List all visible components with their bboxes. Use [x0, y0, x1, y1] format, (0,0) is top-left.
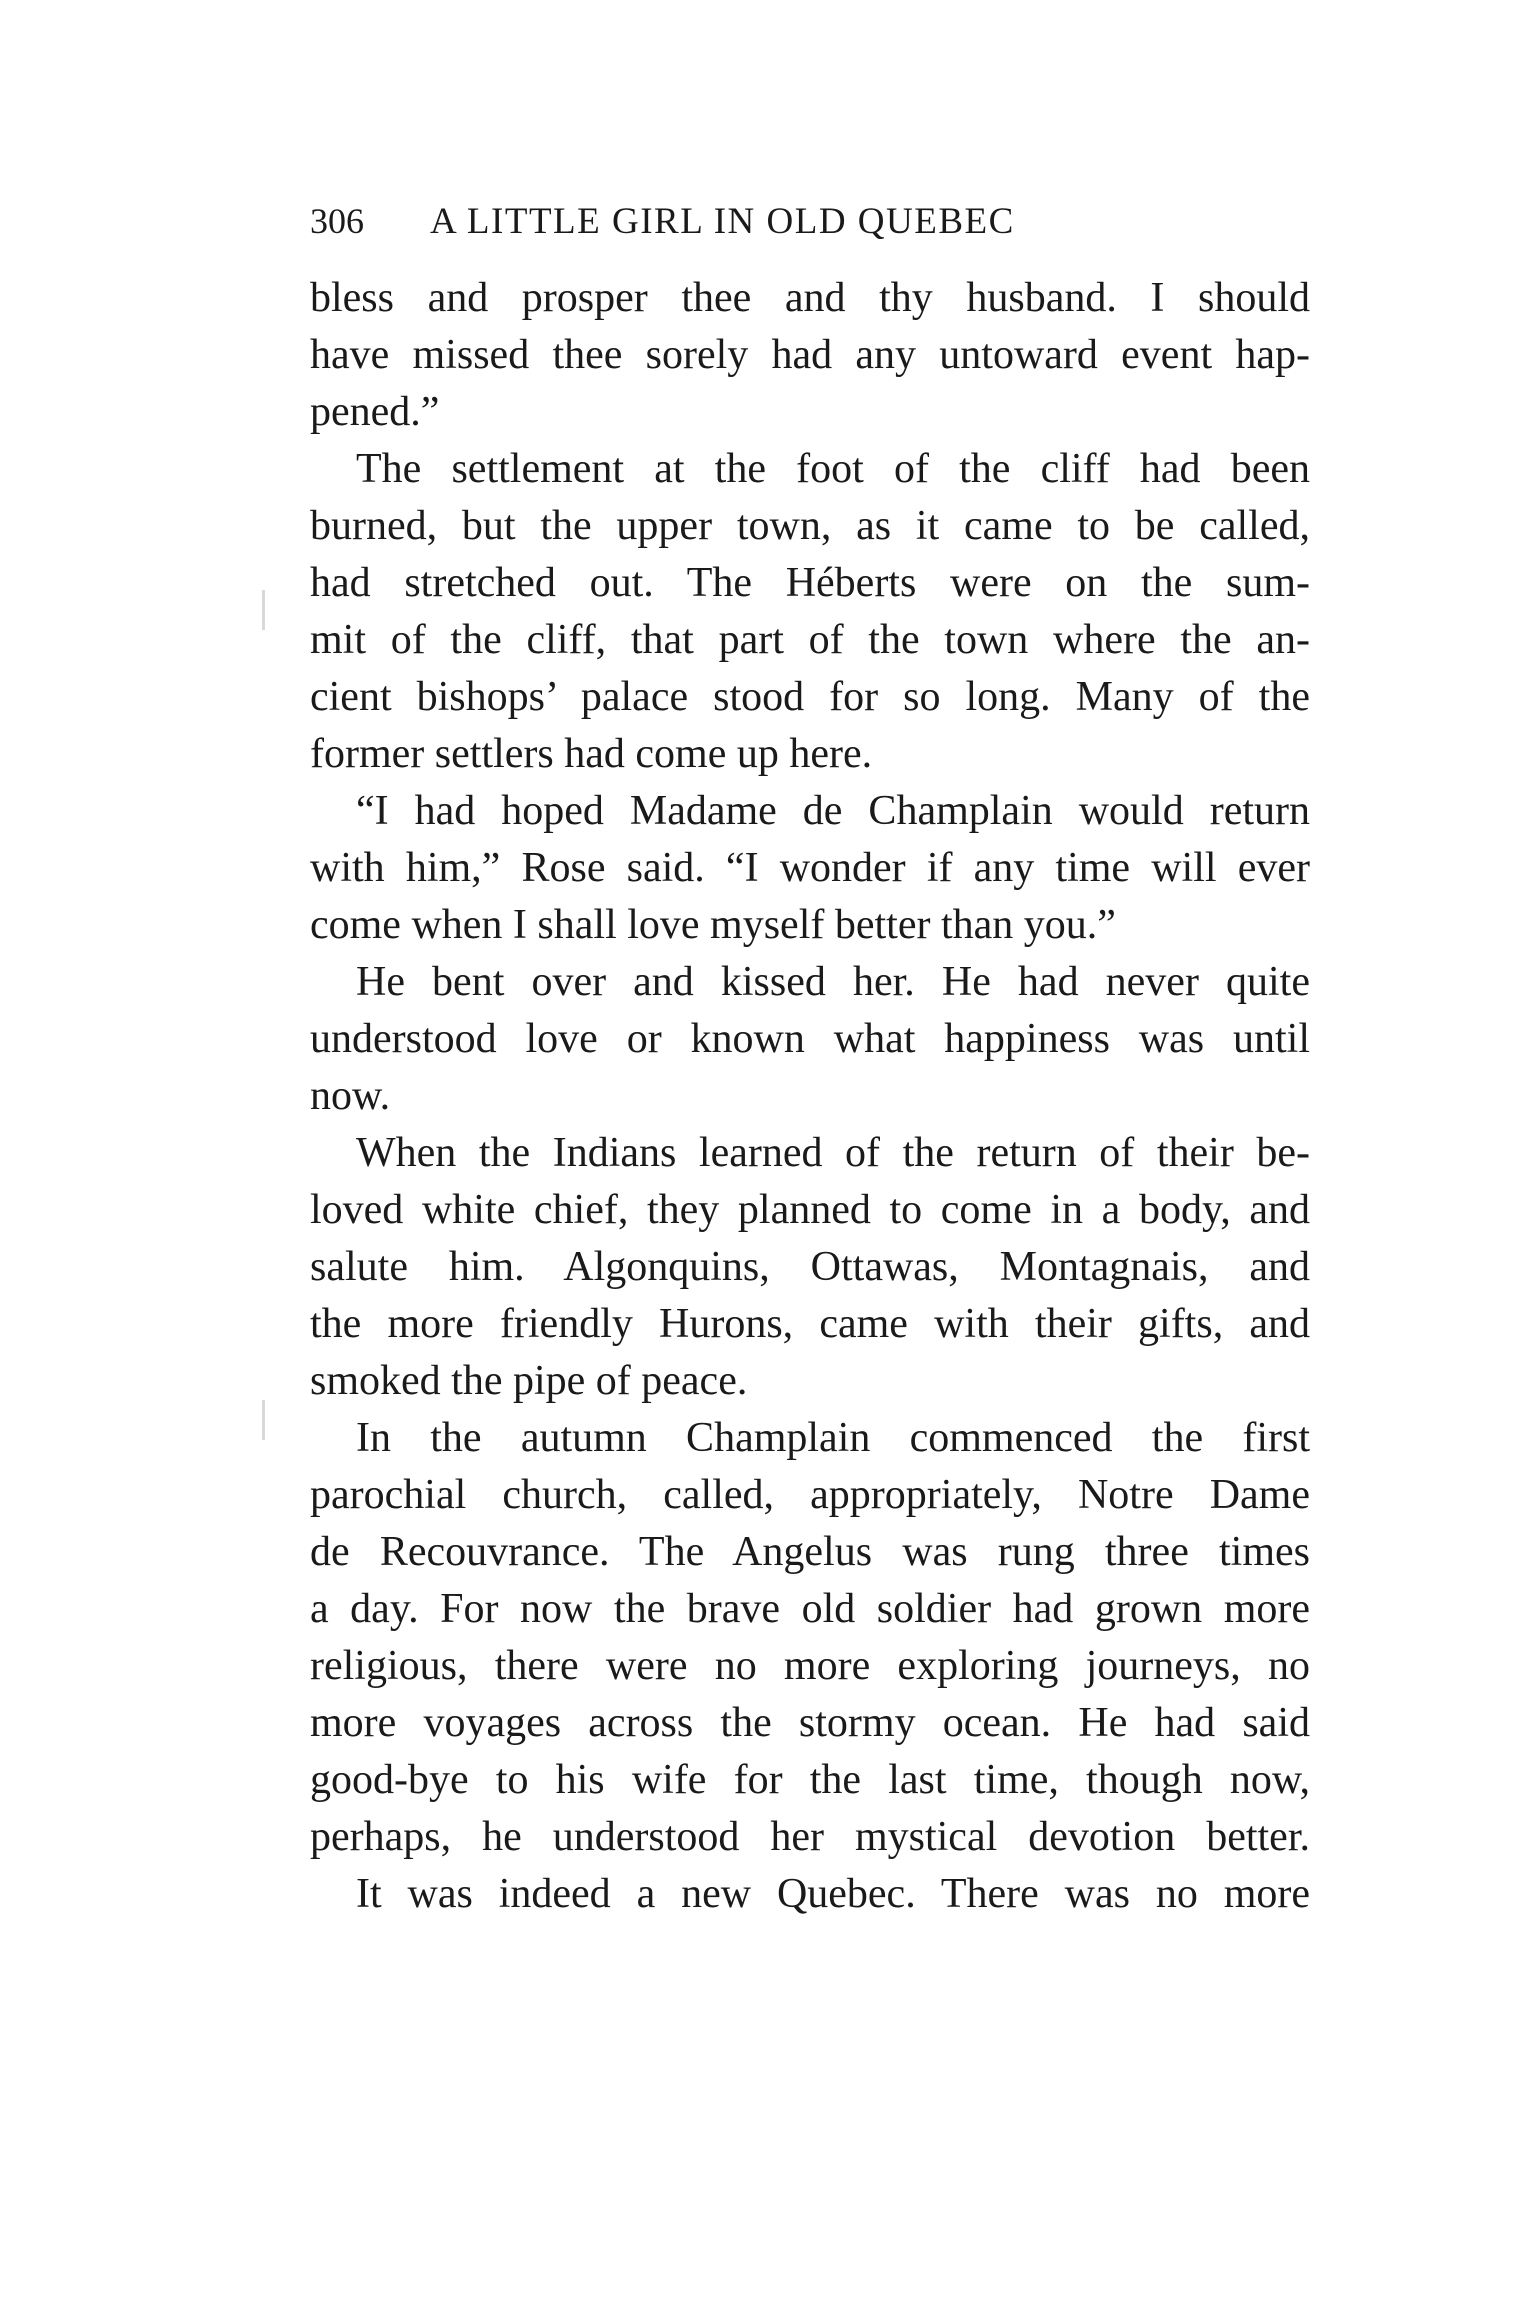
- text-line: burned, but the upper town, as it came to be called,: [310, 503, 1310, 549]
- scan-margin-mark: [262, 1400, 265, 1440]
- text-line: religious, there were no more exploring journeys, no: [310, 1643, 1310, 1689]
- text-line: with him,” Rose said. “I wonder if any time will ever: [310, 845, 1310, 891]
- text-line: the more friendly Hurons, came with their gifts, and: [310, 1301, 1310, 1347]
- text-line: When the Indians learned of the return of their be-: [356, 1130, 1310, 1176]
- text-line: bless and prosper thee and thy husband. I should: [310, 275, 1310, 321]
- text-line: The settlement at the foot of the cliff had been: [356, 446, 1310, 492]
- text-line: more voyages across the stormy ocean. He had said: [310, 1700, 1310, 1746]
- text-line: have missed thee sorely had any untoward event hap-: [310, 332, 1310, 378]
- text-line: It was indeed a new Quebec. There was no more: [356, 1871, 1310, 1917]
- text-line: had stretched out. The Héberts were on the sum-: [310, 560, 1310, 606]
- text-line: pened.”: [310, 389, 440, 435]
- running-title: A LITTLE GIRL IN OLD QUEBEC: [430, 201, 1015, 242]
- page-number: 306: [310, 201, 364, 241]
- text-line: former settlers had come up here.: [310, 731, 873, 777]
- text-line: a day. For now the brave old soldier had grown more: [310, 1586, 1310, 1632]
- running-header: [310, 196, 1310, 246]
- text-line: understood love or known what happiness was until: [310, 1016, 1310, 1062]
- text-line: come when I shall love myself better than you.”: [310, 902, 1116, 948]
- text-line: smoked the pipe of peace.: [310, 1358, 748, 1404]
- text-line: salute him. Algonquins, Ottawas, Montagnais, and: [310, 1244, 1310, 1290]
- text-line: now.: [310, 1073, 391, 1119]
- text-line: cient bishops’ palace stood for so long. Many of the: [310, 674, 1310, 720]
- body-text: [310, 270, 1310, 1923]
- text-line: parochial church, called, appropriately, Notre Dame: [310, 1472, 1310, 1518]
- text-line: good-bye to his wife for the last time, though now,: [310, 1757, 1310, 1803]
- text-line: loved white chief, they planned to come in a body, and: [310, 1187, 1310, 1233]
- text-line: mit of the cliff, that part of the town where the an-: [310, 617, 1310, 663]
- text-line: “I had hoped Madame de Champlain would return: [356, 788, 1310, 834]
- text-line: de Recouvrance. The Angelus was rung three times: [310, 1529, 1310, 1575]
- text-line: He bent over and kissed her. He had never quite: [356, 959, 1310, 1005]
- text-line: perhaps, he understood her mystical devotion better.: [310, 1814, 1310, 1860]
- scan-margin-mark: [262, 590, 265, 630]
- text-line: In the autumn Champlain commenced the first: [356, 1415, 1310, 1461]
